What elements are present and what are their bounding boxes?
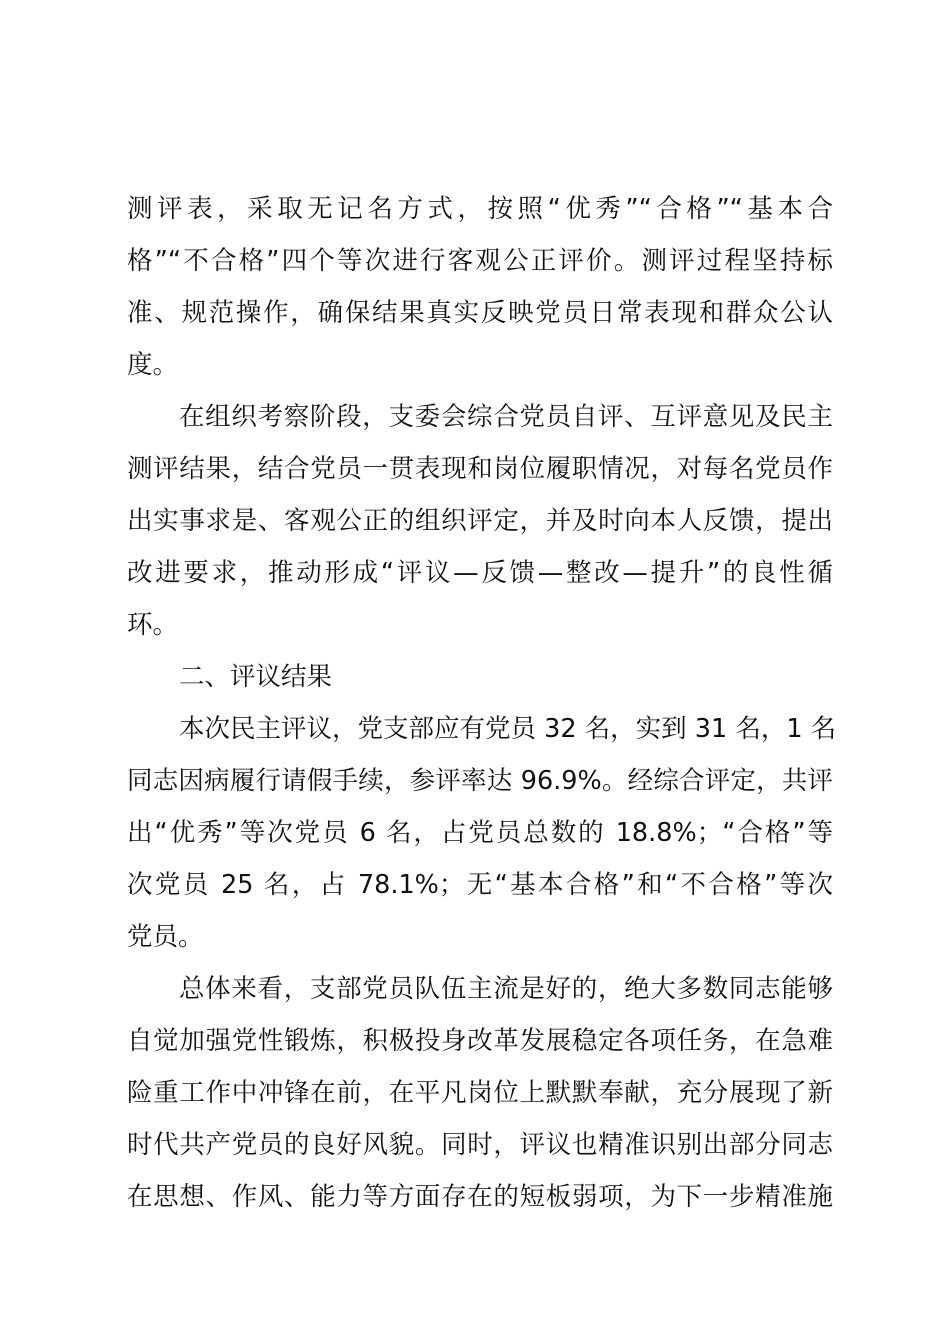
text-line: 环。 bbox=[127, 610, 179, 640]
text-line: 本次民主评议，党支部应有党员 32 名，实到 31 名，1 名 bbox=[179, 714, 837, 744]
text-line: 准、规范操作，确保结果真实反映党员日常表现和群众公认 bbox=[127, 298, 833, 328]
text-line: 总体来看，支部党员队伍主流是好的，绝大多数同志能够 bbox=[179, 974, 833, 1004]
text-line: 时代共产党员的良好风貌。同时，评议也精准识别出部分同志 bbox=[127, 1130, 833, 1160]
text-line: 党员。 bbox=[127, 922, 204, 952]
text-line: 出“优秀”等次党员 6 名，占党员总数的 18.8%；“合格”等 bbox=[127, 818, 833, 848]
document-page bbox=[127, 183, 837, 1223]
text-line: 改进要求，推动形成“评议—反馈—整改—提升”的良性循 bbox=[127, 558, 833, 588]
text-line: 在思想、作风、能力等方面存在的短板弱项，为下一步精准施 bbox=[127, 1182, 833, 1212]
text-line: 测评结果，结合党员一贯表现和岗位履职情况，对每名党员作 bbox=[127, 454, 833, 484]
paragraph-results-statistics bbox=[127, 703, 837, 963]
text-line: 次党员 25 名，占 78.1%；无“基本合格”和“不合格”等次 bbox=[127, 870, 833, 900]
text-line: 同志因病履行请假手续，参评率达 96.9%。经综合评定，共评 bbox=[127, 766, 833, 796]
paragraph-measurement-method bbox=[127, 183, 833, 391]
paragraph-overall-assessment bbox=[127, 963, 833, 1223]
text-line: 测评表，采取无记名方式，按照“优秀”“合格”“基本合 bbox=[127, 194, 833, 224]
section-heading-results bbox=[127, 651, 833, 703]
text-line: 在组织考察阶段，支委会综合党员自评、互评意见及民主 bbox=[179, 402, 833, 432]
text-line: 格”“不合格”四个等次进行客观公正评价。测评过程坚持标 bbox=[127, 246, 833, 276]
text-line: 出实事求是、客观公正的组织评定，并及时向本人反馈，提出 bbox=[127, 506, 833, 536]
text-line: 自觉加强党性锻炼，积极投身改革发展稳定各项任务，在急难 bbox=[127, 1026, 833, 1056]
section-heading: 二、评议结果 bbox=[179, 662, 333, 692]
paragraph-organizational-review bbox=[127, 391, 833, 651]
text-line: 度。 bbox=[127, 350, 179, 380]
text-line: 险重工作中冲锋在前，在平凡岗位上默默奉献，充分展现了新 bbox=[127, 1078, 833, 1108]
